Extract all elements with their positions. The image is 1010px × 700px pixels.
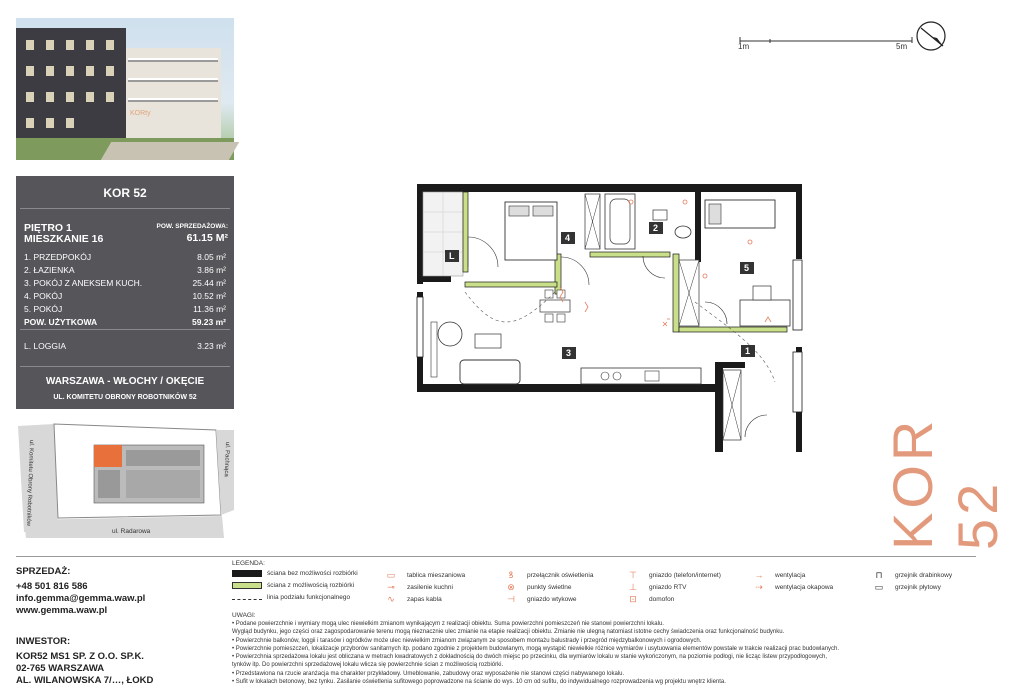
room-area: 25.44 m² xyxy=(192,278,226,288)
kitchen-counter-icon xyxy=(581,368,701,384)
site-map xyxy=(16,420,234,548)
room-row xyxy=(24,304,226,314)
phone-socket-icon: ⊤ xyxy=(629,570,637,580)
intercom-icon: ⊡ xyxy=(629,594,637,604)
balcony xyxy=(128,98,218,102)
room-row xyxy=(24,252,226,262)
floor-plan xyxy=(405,182,810,454)
scale-end-label: 5m xyxy=(896,42,908,51)
investor-info xyxy=(16,636,216,687)
scale-start-label: 1m xyxy=(738,42,750,51)
investor-name: KOR52 MS1 SP. Z O.O. SP.K. xyxy=(16,651,144,662)
building-photo xyxy=(16,18,234,160)
legend-item xyxy=(868,570,952,580)
cable-reserve-icon: ∿ xyxy=(387,594,395,604)
note-line: • Powierzchnia sprzedażowa lokalu jest obliczana w metrach kwadratowych z dokładnością do dwóch miejsc po przecinku, dla wymiarów lokalu w stanie wykończonym, na poziomie podłogi, nie licząc listew przypodłogowych, xyxy=(232,654,828,661)
chair-icon xyxy=(753,286,771,300)
usable-area-label: POW. UŻYTKOWA xyxy=(24,317,98,327)
location-street: UL. KOMITETU OBRONY ROBOTNIKÓW 52 xyxy=(53,394,197,401)
legend-label: grzejnik płytowy xyxy=(895,583,941,591)
legend-item xyxy=(868,582,941,592)
investor-city: 02-765 WARSZAWA xyxy=(16,663,105,674)
sink-icon xyxy=(653,210,667,220)
legend-item xyxy=(748,582,833,592)
sales-contact xyxy=(16,566,216,617)
room-area: 8.05 m² xyxy=(197,252,226,262)
room-area: 11.36 m² xyxy=(193,304,226,314)
light-switch-icon: ꝸ xyxy=(508,570,514,580)
legend-item xyxy=(500,570,593,580)
note-line: Wygląd budynku, jego części oraz zagospodarowanie terenu mogą nieznacznie ulec zmianie na etapie realizacji obiektu. Zmianie nie ulegną natomiast istotne cechy świadczenia oraz funkcjonalność budynku. xyxy=(232,629,785,636)
room-name: 4. POKÓJ xyxy=(24,291,63,301)
legend-item xyxy=(232,594,350,601)
legend-label: wentylacja xyxy=(775,571,806,579)
legend-item xyxy=(232,582,354,589)
room-name: 2. ŁAZIENKA xyxy=(24,265,75,275)
mixing-board-icon: ▭ xyxy=(386,570,396,580)
notes xyxy=(232,620,972,686)
legend-label: gniazdo wtykowe xyxy=(527,595,577,603)
legend-item xyxy=(500,582,571,592)
sofa-icon xyxy=(460,360,520,384)
kitchen-supply-icon: ⊸ xyxy=(387,582,395,592)
room-row xyxy=(24,291,226,301)
building-wing xyxy=(126,470,200,498)
divider xyxy=(20,208,230,209)
balcony xyxy=(128,78,218,82)
room-name: 3. POKÓJ Z ANEKSEM KUCH. xyxy=(24,278,143,288)
scale-bar-graphic xyxy=(736,36,916,44)
rtv-socket-icon: ⊥ xyxy=(629,582,637,592)
building-sign: KORty xyxy=(130,110,151,117)
apartment-info-panel xyxy=(16,176,234,409)
tv-cabinet-icon xyxy=(431,322,437,377)
toilet-icon xyxy=(675,226,691,238)
apartment-number: MIESZKANIE 16 xyxy=(24,233,104,245)
ventilation-icon: → xyxy=(754,570,764,580)
street-label-bottom: ul. Radarowa xyxy=(112,528,151,535)
desk-icon xyxy=(740,300,790,326)
legend-label: wentylacja okapowa xyxy=(775,583,834,591)
hood-ventilation-icon: ⇢ xyxy=(755,582,763,592)
loggia-label: L. LOGGIA xyxy=(24,341,67,351)
note-line: • Przedstawiona na rzucie aranżacja ma charakter przykładowy. Umeblowanie, zabudowy oraz wyposażenie nie stanowi części nabywanego lokalu. xyxy=(232,670,625,677)
room-label-2: 2 xyxy=(653,223,659,233)
legend-item xyxy=(380,582,453,592)
room-label-4: 4 xyxy=(565,233,571,243)
balcony xyxy=(128,58,218,62)
building-wing xyxy=(126,450,200,466)
loggia-value: 3.23 m² xyxy=(197,341,226,351)
street-label-right: ul. Pachnąca xyxy=(222,441,230,477)
scale-bar xyxy=(736,36,916,54)
room-label-loggia: L xyxy=(449,251,455,261)
investor-address: AL. WILANOWSKA 7/…, ŁOKD xyxy=(16,675,154,686)
notes-title: UWAGI: xyxy=(232,612,256,619)
function-line-swatch xyxy=(232,596,262,600)
room-row xyxy=(24,278,226,288)
legend-label: gniazdo (telefon/internet) xyxy=(649,571,721,579)
room-area: 10.52 m² xyxy=(192,291,226,301)
room-name: 1. PRZEDPOKÓJ xyxy=(24,252,92,262)
legend-label: tablica mieszaniowa xyxy=(407,571,466,579)
apartment-code: KOR 52 xyxy=(103,186,147,200)
sale-area-value: 61.15 M² xyxy=(186,232,228,244)
usable-area-row xyxy=(24,317,226,327)
note-line: tynków itp. Do powierzchni sprzedażowej lokalu wlicza się powierzchnie ścian z możliwością rozbiórki. xyxy=(232,662,504,669)
legend-label: linia podziału funkcjonalnego xyxy=(267,594,351,601)
divider xyxy=(20,366,230,367)
building-wing xyxy=(98,470,120,498)
legend-label: ściana bez możliwości rozbiórki xyxy=(267,570,358,577)
legend-item xyxy=(622,570,721,580)
legend-item xyxy=(232,570,358,577)
sales-phone[interactable]: +48 501 816 586 xyxy=(16,581,88,592)
building-name-vertical: KOR 52 xyxy=(881,416,1009,550)
legend-item xyxy=(622,594,674,604)
legend-label: punkty świetlne xyxy=(527,583,572,591)
legend-item xyxy=(500,594,577,604)
room-label-5: 5 xyxy=(744,263,750,273)
legend-item xyxy=(622,582,686,592)
removable-wall-swatch xyxy=(232,582,262,589)
location-district: WARSZAWA - WŁOCHY / OKĘCIE xyxy=(45,376,205,387)
armchair-icon xyxy=(438,322,462,346)
chair-icon xyxy=(557,314,565,322)
note-line: • Sufit w lokalach betonowy, bez tynku. Zasilanie oświetlenia sufitowego poprowadzone na ścianie do wys. 10 cm od sufitu, do indywidualnego rozprowadzenia wg projektu wnętrz klienta. xyxy=(232,679,726,686)
divider xyxy=(16,556,976,557)
sales-email[interactable]: info.gemma@gemma.waw.pl xyxy=(16,593,146,604)
ladder-radiator-icon: ⊓ xyxy=(875,570,883,580)
chair-icon xyxy=(545,314,553,322)
walkway xyxy=(101,142,239,160)
note-line: • Podane powierzchnie i wymiary mogą ulec niewielkim zmianom wynikającym z realizacji obiektu. Suma powierzchni pomieszczeń nie stanowi powierzchni lokalu. xyxy=(232,621,664,627)
sales-heading: SPRZEDAŻ: xyxy=(16,566,71,577)
coffee-table-icon xyxy=(475,334,501,348)
socket-icon: ⊣ xyxy=(507,594,515,604)
divider xyxy=(20,329,230,330)
room-row xyxy=(24,265,226,275)
building-brick-wing xyxy=(16,28,126,140)
note-line: • Powierzchnie balkonów, loggii i tarasów i ogródków może ulec niewielkim zmianom związanym ze sposobem montażu balustrady i przegród międzybalkonowych i ogrodowych. xyxy=(232,637,702,644)
legend-label: zapas kabla xyxy=(407,595,442,603)
chair-icon xyxy=(545,290,553,298)
street-label-left: ul. Komitetu Obrony Robotników xyxy=(24,439,34,527)
room-label-3: 3 xyxy=(566,348,572,358)
fixed-wall-swatch xyxy=(232,570,262,577)
room-area: 3.86 m² xyxy=(197,265,226,275)
sale-area-label: POW. SPRZEDAŻOWA: xyxy=(156,223,228,230)
light-point-icon: ⊗ xyxy=(507,582,515,592)
note-line: • Powierzchnie pomieszczeń, lokalizacje przyborów sanitarnych itp. podano zgodnie z projektem budowlanym, mogą wystąpić niewielkie różnice wymiarów i usytuowania elementów powstałe w trakcie realizacji prac budowlanych. xyxy=(232,645,840,652)
street-left-strip xyxy=(18,424,58,532)
panel-radiator-icon: ▭ xyxy=(874,582,884,592)
north-arrow-icon xyxy=(915,20,947,52)
legend-label: przełącznik oświetlenia xyxy=(527,571,594,579)
room-label-1: 1 xyxy=(745,346,751,356)
floor-label: PIĘTRO 1 xyxy=(24,222,72,234)
legend-label: grzejnik drabinkowy xyxy=(895,571,953,579)
investor-heading: INWESTOR: xyxy=(16,636,71,647)
legend-label: domofon xyxy=(649,595,675,603)
chair-icon xyxy=(557,290,565,298)
usable-area-value: 59.23 m² xyxy=(191,317,226,327)
legend-item xyxy=(380,570,465,580)
sales-website[interactable]: www.gemma.waw.pl xyxy=(16,605,108,616)
legend-label: gniazdo RTV xyxy=(649,583,687,591)
legend-item xyxy=(380,594,442,604)
room-name: 5. POKÓJ xyxy=(24,304,63,314)
loggia-row xyxy=(24,341,226,351)
bathtub-icon xyxy=(605,194,635,249)
legend-title: LEGENDA: xyxy=(232,560,265,567)
apartment-location-marker xyxy=(94,445,122,467)
legend-label: zasilenie kuchni xyxy=(407,583,453,591)
legend-label: ściana z możliwością rozbiórki xyxy=(267,582,355,589)
legend-item xyxy=(748,570,805,580)
